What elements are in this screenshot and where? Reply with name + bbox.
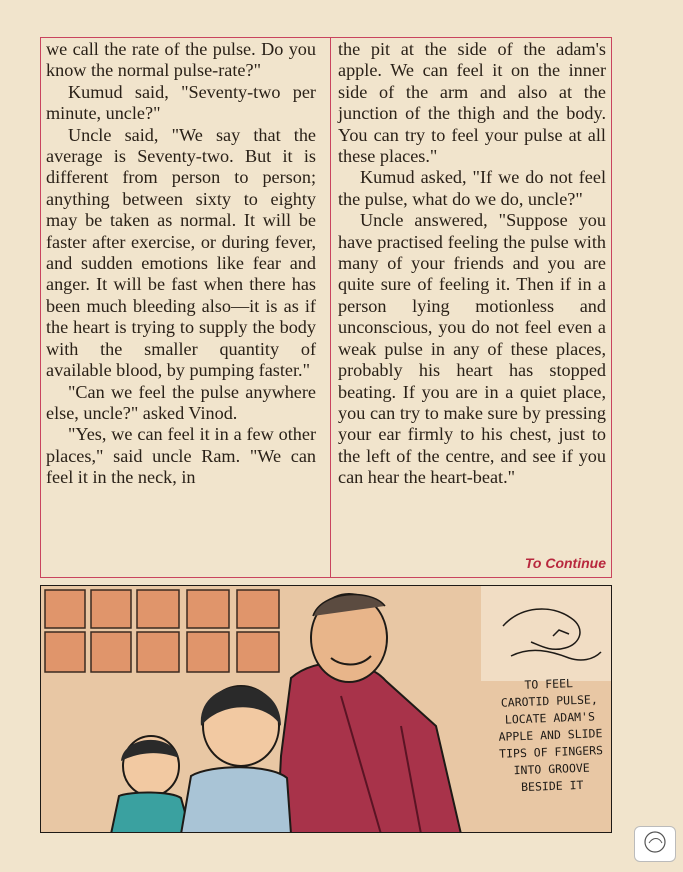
paragraph: we call the rate of the pulse. Do you know the normal pulse-rate?" <box>46 39 316 81</box>
paragraph: "Can we feel the pulse anywhere else, uncle?" asked Vinod. <box>46 381 316 423</box>
site-logo <box>634 826 676 862</box>
girl-dress <box>181 767 291 833</box>
caption-line: TIPS OF FINGERS <box>498 743 604 761</box>
man-robe <box>277 663 461 833</box>
left-text-column <box>46 39 316 489</box>
caption-line: LOCATE ADAM'S <box>504 709 596 727</box>
paragraph: Uncle answered, "Suppose you have practised feeling the pulse with many of your friends and you are quite sure of feeling it. Then if in a person lying motionless and unconscious, you do not feel even a weak pulse in any of these places, probably his heart has stopped beating. If you are in a quiet place, you can try to make sure by pressing your ear firmly to his chest, just to the left of the centre, and see if you can hear the heart-beat." <box>338 210 606 488</box>
paragraph: Uncle said, "We say that the average is Seventy-two. But it is different from person to person; anything between sixty to eighty may be taken as normal. It will be faster after exercise, or during fever, and sudden emotions like fear and anger. It will be fast when there has been much bleeding also—it is as if the heart is trying to supply the body with the smaller quantity of available blood, by pumping faster." <box>46 124 316 381</box>
inset-panel <box>481 586 612 681</box>
caption-line: APPLE AND SLIDE <box>498 726 603 744</box>
paragraph: the pit at the side of the adam's apple. We can feel it on the inner side of the arm and also at the junction of the thigh and the body. You can try to feel your pulse at all these places." <box>338 39 606 167</box>
caption-line: BESIDE IT <box>520 777 584 795</box>
logo-icon <box>635 827 675 861</box>
caption-line: INTO GROOVE <box>513 760 590 778</box>
to-continue-label: To Continue <box>524 555 606 571</box>
caption-line: CAROTID PULSE, <box>500 692 598 710</box>
right-text-column <box>338 39 606 489</box>
wall-tiles <box>45 590 279 672</box>
paragraph: Kumud asked, "If we do not feel the pulse, what do we do, uncle?" <box>338 167 606 209</box>
paragraph: Kumud said, "Seventy-two per minute, uncle?" <box>46 81 316 124</box>
caption-line: TO FEEL <box>524 676 574 692</box>
paragraph: "Yes, we can feel it in a few other places," said uncle Ram. "We can feel it in the neck, in <box>46 424 316 488</box>
illustration-caption <box>486 674 615 797</box>
column-divider <box>330 37 331 578</box>
boy-shirt <box>111 792 191 833</box>
